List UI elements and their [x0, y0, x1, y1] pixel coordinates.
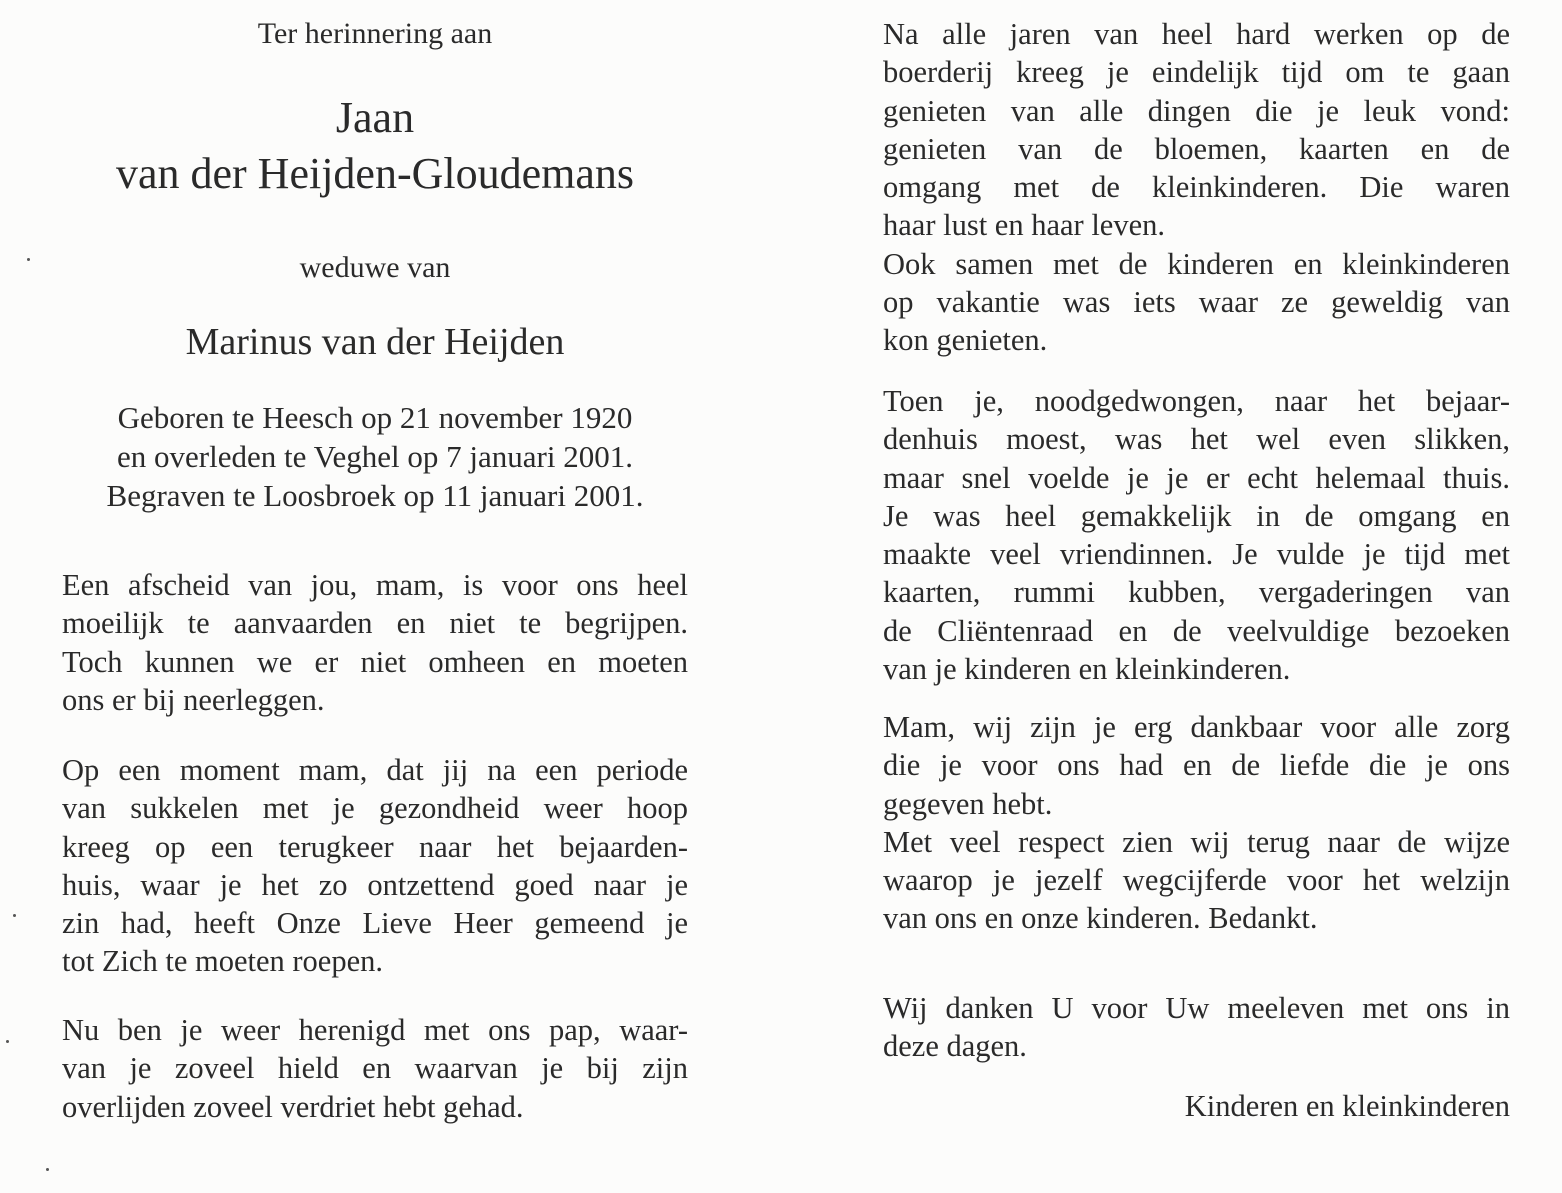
text-line: Na alle jaren van heel hard werken op de [883, 17, 1510, 51]
text-line: tot Zich te moeten roepen. [62, 944, 383, 979]
text-line: genieten van de bloemen, kaarten en de [883, 131, 1510, 166]
text-line: kon genieten. [883, 323, 1048, 358]
text-line: Een afscheid van jou, mam, is voor ons heel [62, 568, 688, 602]
burial-line: Begraven te Loosbroek op 11 januari 2001. [106, 478, 644, 513]
right-paragraph-1 [883, 15, 1510, 360]
text-line: gegeven hebt. [883, 786, 1053, 821]
text-line: Toch kunnen we er niet omheen en moeten [62, 644, 688, 679]
birth-line: Geboren te Heesch op 21 november 1920 [117, 400, 633, 435]
text-line: Nu ben je weer herenigd met ons pap, waar- [62, 1013, 688, 1047]
text-line: Je was heel gemakkelijk in de omgang en [883, 498, 1510, 533]
intro-text: Ter herinnering aan [257, 17, 493, 50]
text-line: de Cliëntenraad en de veelvuldige bezoeken [883, 613, 1510, 648]
text-line: denhuis moest, was het wel even slikken, [883, 422, 1510, 457]
text-line: haar lust en haar leven. [883, 208, 1165, 243]
text-line: ons er bij neerleggen. [62, 682, 325, 717]
text-line: maakte veel vriendinnen. Je vulde je tijd met [883, 537, 1510, 572]
deceased-first-name: Jaan [335, 93, 415, 142]
text-line: kreeg op een terugkeer naar het bejaarden- [62, 829, 688, 864]
text-line: die je voor ons had en de liefde die je ons [883, 748, 1510, 783]
left-paragraph-2 [62, 751, 688, 981]
text-line: zin had, heeft Onze Lieve Heer gemeend je [62, 906, 688, 941]
deceased-full-name: van der Heijden-Gloudemans [115, 149, 635, 198]
scan-speck [6, 1040, 9, 1043]
right-paragraph-2 [883, 382, 1510, 688]
text-line: van je zoveel hield en waarvan je bij zijn [62, 1051, 688, 1086]
text-line: Op een moment mam, dat jij na een periode [62, 753, 688, 787]
left-paragraph-1 [62, 566, 688, 719]
text-line: moeilijk te aanvaarden en niet te begrijpen. [62, 606, 688, 641]
text-line: op vakantie was iets waar ze geweldig van [883, 285, 1510, 320]
dates-block [62, 398, 688, 515]
husband-name: Marinus van der Heijden [185, 321, 565, 363]
right-paragraph-4 [883, 989, 1510, 1066]
text-line: maar snel voelde je je er echt helemaal thuis. [883, 460, 1510, 495]
signature: Kinderen en kleinkinderen [1184, 1089, 1510, 1123]
text-line: deze dagen. [883, 1029, 1027, 1064]
text-line: omgang met de kleinkinderen. Die waren [883, 170, 1510, 205]
widow-of-text: weduwe van [299, 251, 451, 284]
text-line: kaarten, rummi kubben, vergaderingen van [883, 575, 1510, 610]
right-paragraph-3 [883, 708, 1510, 938]
scan-speck [46, 1168, 49, 1171]
text-line: genieten van alle dingen die je leuk vond: [883, 93, 1510, 128]
scan-speck [13, 914, 16, 917]
text-line: waarop je jezelf wegcijferde voor het welzijn [883, 863, 1510, 898]
scan-speck [27, 258, 30, 261]
text-line: overlijden zoveel verdriet hebt gehad. [62, 1089, 524, 1124]
text-line: Ook samen met de kinderen en kleinkinderen [883, 246, 1510, 281]
text-line: van je kinderen en kleinkinderen. [883, 652, 1291, 687]
left-paragraph-3 [62, 1011, 688, 1126]
text-line: huis, waar je het zo ontzettend goed naar je [62, 867, 688, 902]
text-line: Wij danken U voor Uw meeleven met ons in [883, 991, 1510, 1025]
death-line: en overleden te Veghel op 7 januari 2001. [117, 439, 633, 474]
text-line: Mam, wij zijn je erg dankbaar voor alle zorg [883, 710, 1510, 744]
text-line: Toen je, noodgedwongen, naar het bejaar- [883, 384, 1510, 418]
text-line: van ons en onze kinderen. Bedankt. [883, 901, 1318, 936]
text-line: Met veel respect zien wij terug naar de wijze [883, 824, 1510, 859]
text-line: boerderij kreeg je eindelijk tijd om te gaan [883, 55, 1510, 90]
text-line: van sukkelen met je gezondheid weer hoop [62, 791, 688, 826]
